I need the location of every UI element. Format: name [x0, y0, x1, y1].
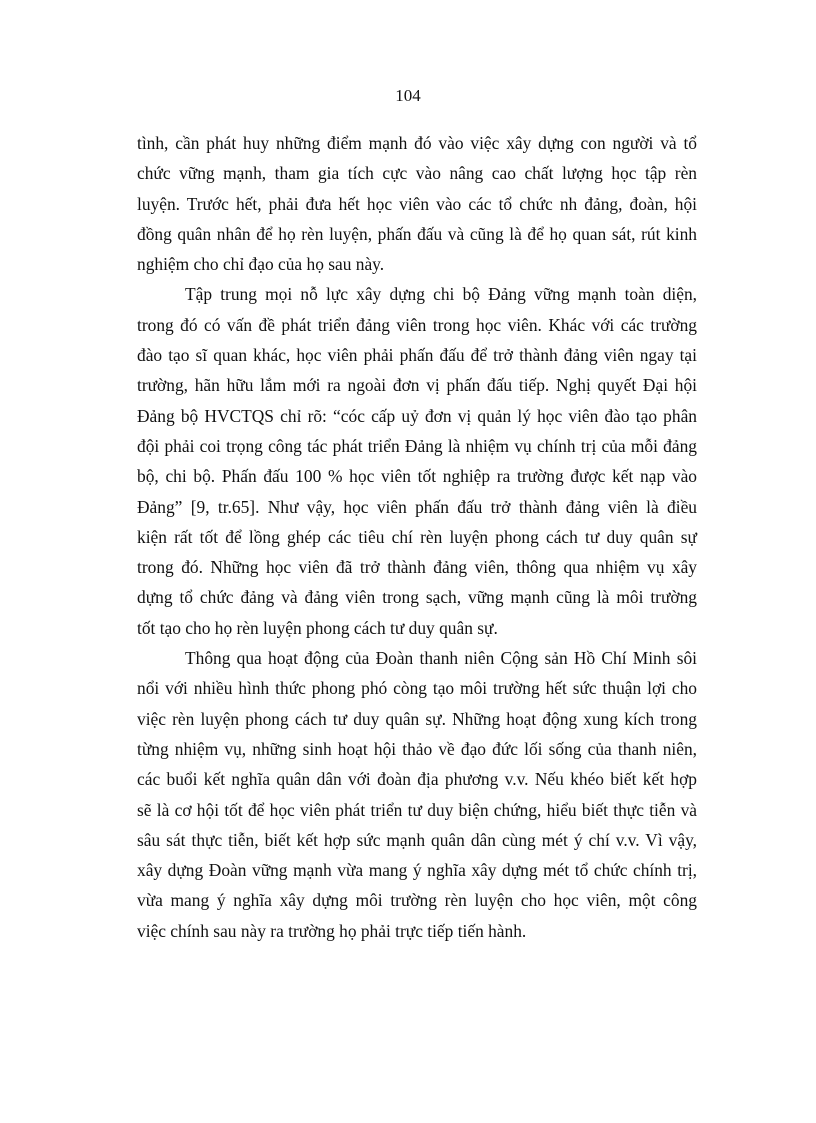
paragraph-3	[137, 643, 697, 946]
text-line: đội phải coi trọng công tác phát triển Đảng là nhiệm vụ chính trị của mỗi đảng	[137, 435, 697, 456]
text-line: luyện. Trước hết, phải đưa hết học viên vào các tổ chức nh đảng, đoàn, hội	[137, 193, 697, 214]
text-line: từng nhiệm vụ, những sinh hoạt hội thảo về đạo đức lối sống của thanh niên,	[137, 738, 697, 759]
text-line: kiện rất tốt để lồng ghép các tiêu chí rèn luyện phong cách tư duy quân sự	[137, 526, 697, 547]
text-line: trường, hãn hữu lắm mới ra ngoài đơn vị phấn đấu tiếp. Nghị quyết Đại hội	[137, 375, 697, 396]
text-line: nổi với nhiều hình thức phong phó còng tạo môi trường hết sức thuận lợi cho	[137, 678, 697, 699]
paragraph-1	[137, 128, 697, 279]
text-line: Đảng bộ HVCTQS chỉ rõ: “cóc cấp uỷ đơn vị quản lý học viên đào tạo phân	[137, 405, 697, 426]
text-line: xây dựng Đoàn vững mạnh vừa mang ý nghĩa xây dựng mét tổ chức chính trị,	[137, 860, 697, 881]
text-line: đào tạo sĩ quan khác, học viên phải phấn đấu để trở thành đảng viên ngay tại	[137, 345, 697, 366]
text-line: sẽ là cơ hội tốt để học viên phát triển tư duy biện chứng, hiểu biết thực tiễn và	[137, 799, 697, 820]
paragraph-2	[137, 279, 697, 643]
text-line: việc chính sau này ra trường họ phải trực tiếp tiến hành.	[137, 920, 527, 941]
text-line: nghiệm cho chỉ đạo của họ sau này.	[137, 254, 385, 275]
text-line: vừa mang ý nghĩa xây dựng môi trường rèn luyện cho học viên, một công	[137, 890, 697, 911]
text-line: Tập trung mọi nỗ lực xây dựng chi bộ Đảng vững mạnh toàn diện,	[185, 284, 697, 305]
text-line: Thông qua hoạt động của Đoàn thanh niên Cộng sản Hồ Chí Minh sôi	[185, 648, 697, 669]
text-line: đồng quân nhân để họ rèn luyện, phấn đấu và cũng là để họ quan sát, rút kinh	[137, 223, 697, 244]
text-line: tình, cần phát huy những điểm mạnh đó vào việc xây dựng con người và tổ	[137, 133, 697, 153]
text-line: trong đó. Những học viên đã trở thành đảng viên, thông qua nhiệm vụ xây	[137, 557, 697, 578]
text-line: các buổi kết nghĩa quân dân với đoàn địa phương v.v. Nếu khéo biết kết hợp	[137, 769, 697, 790]
body-text	[137, 128, 697, 946]
text-line: bộ, chi bộ. Phấn đấu 100 % học viên tốt nghiệp ra trường được kết nạp vào	[137, 466, 697, 487]
text-line: tốt tạo cho họ rèn luyện phong cách tư duy quân sự.	[137, 617, 498, 638]
text-line: sâu sát thực tiễn, biết kết hợp sức mạnh quân dân cùng mét ý chí v.v. Vì vậy,	[137, 829, 697, 850]
page-number: 104	[395, 86, 421, 105]
text-line: trong đó có vấn đề phát triển đảng viên trong học viên. Khác với các trường	[137, 314, 697, 335]
text-line: dựng tổ chức đảng và đảng viên trong sạch, vững mạnh cũng là môi trường	[137, 587, 697, 608]
text-line: Đảng” [9, tr.65]. Như vậy, học viên phấn đấu trở thành đảng viên là điều	[137, 496, 697, 517]
text-line: chức vững mạnh, tham gia tích cực vào nâng cao chất lượng học tập rèn	[137, 163, 697, 184]
text-line: việc rèn luyện phong cách tư duy quân sự. Những hoạt động xung kích trong	[137, 708, 697, 729]
